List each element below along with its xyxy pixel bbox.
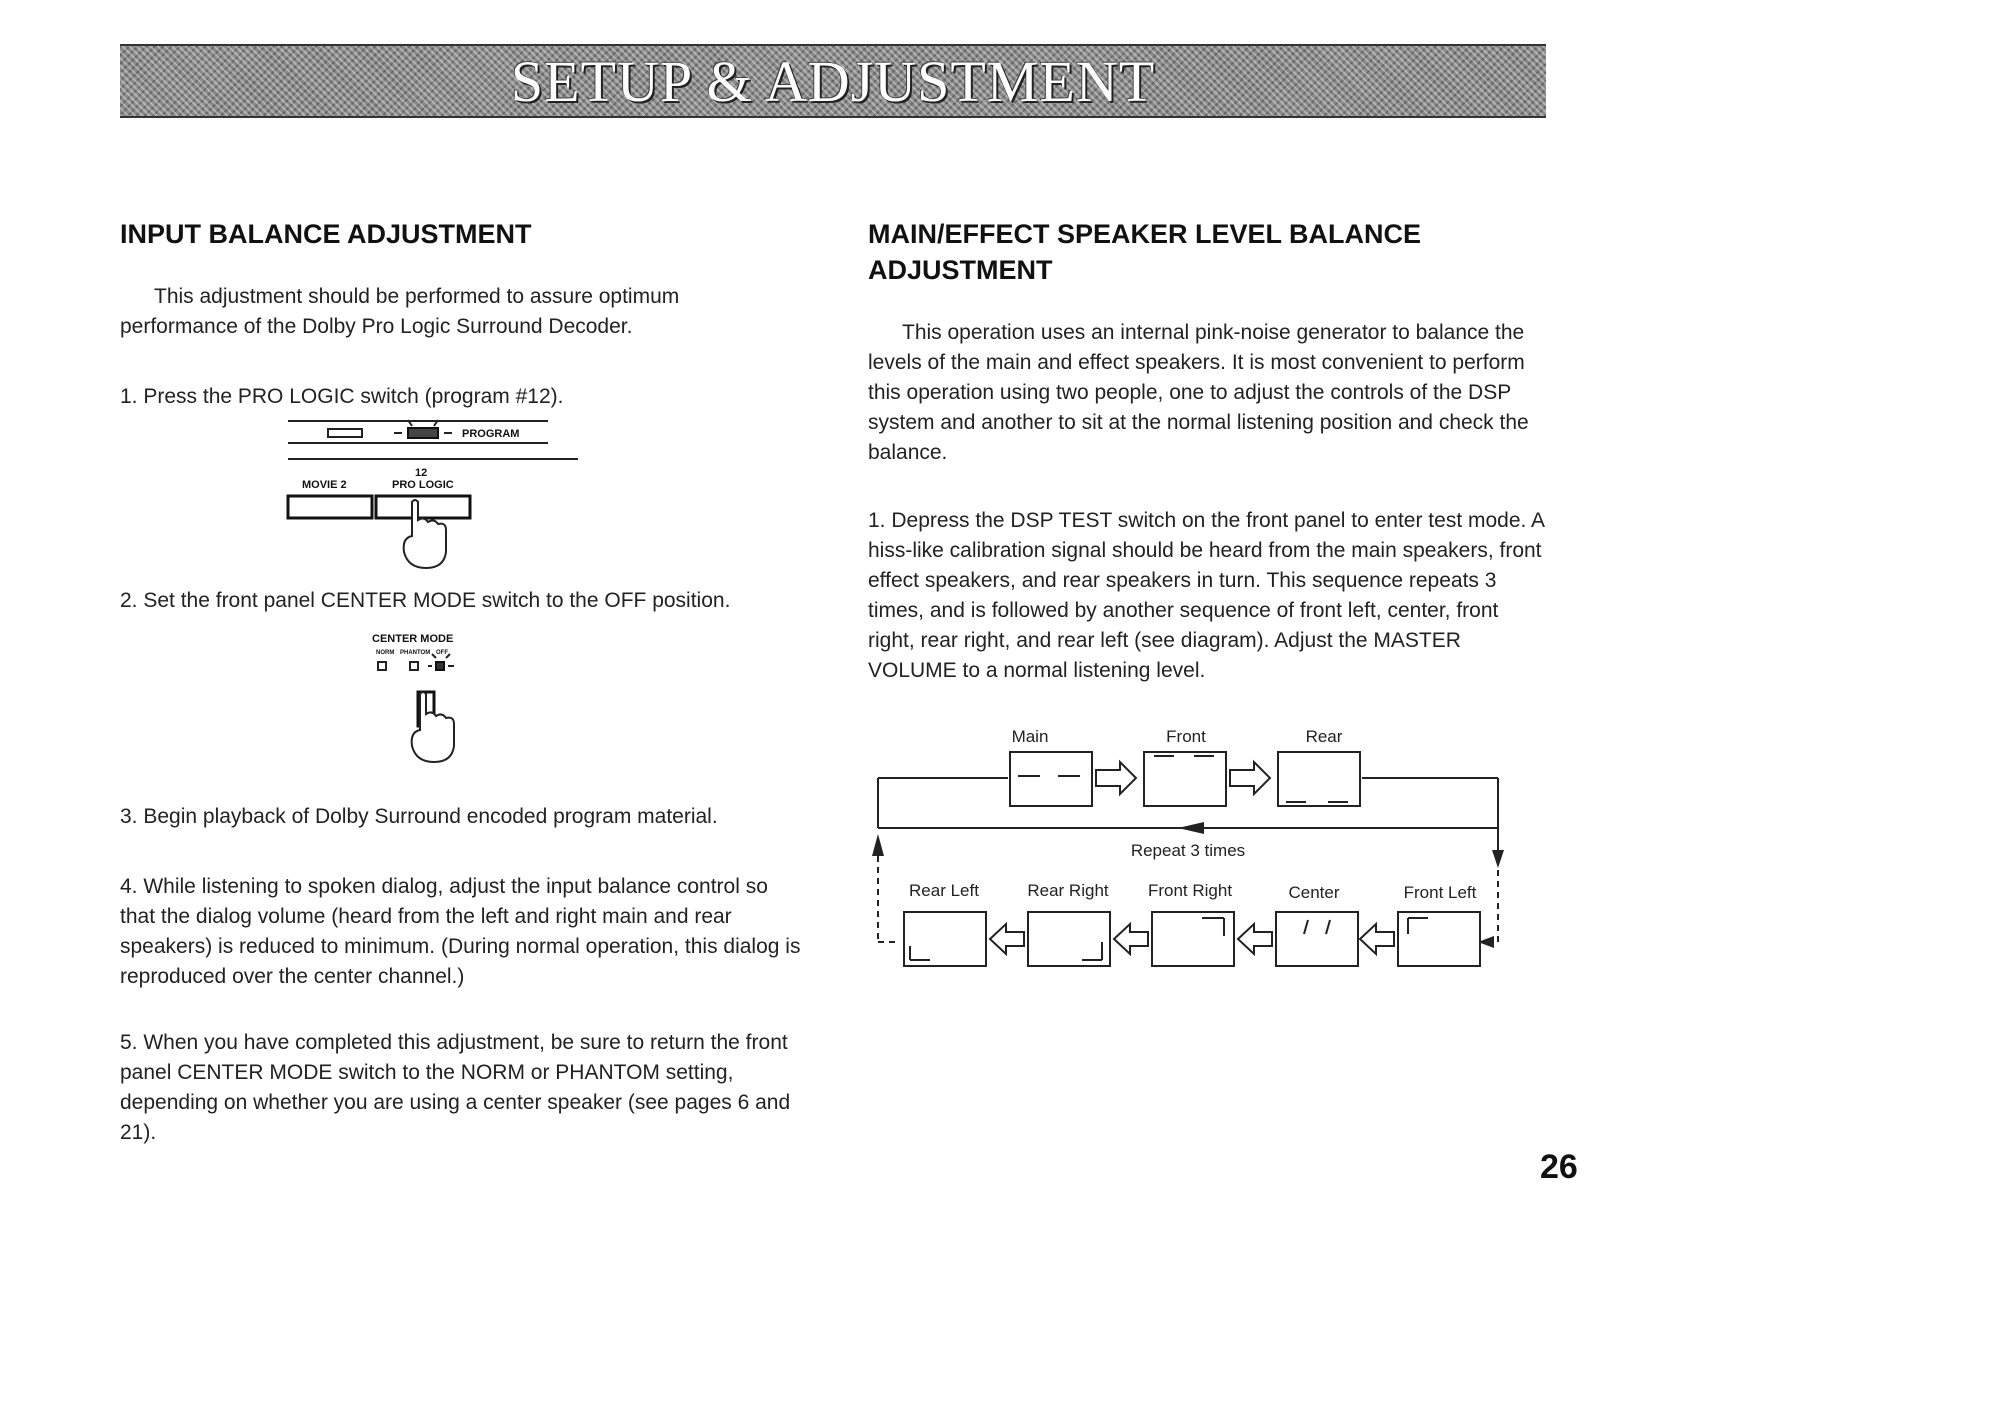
program-indicator-lit [408, 428, 438, 438]
front-left-display-box [1398, 912, 1480, 966]
main-display-box [1010, 752, 1092, 806]
arrow-right-icon [1096, 762, 1136, 794]
arrow-left-icon [1360, 924, 1394, 954]
pro-logic-switch-figure [284, 418, 584, 578]
input-balance-intro: This adjustment should be performed to assure optimum performance of the Dolby Pro Logic Surround Decoder. [120, 285, 680, 338]
rear-label: Rear [1305, 727, 1343, 746]
center-mode-title: CENTER MODE [372, 633, 454, 645]
arrow-left-icon [1114, 924, 1148, 954]
speaker-balance-intro: This operation uses an internal pink-noise generator to balance the levels of the main and effect speakers. It is most convenient to perform this operation using two people, one to adjust the controls of the DSP system and another to sit at the normal listening position and check the balance. [868, 321, 1529, 464]
speaker-sequence-diagram [868, 720, 1518, 980]
header-banner [120, 44, 1546, 118]
pro-logic-button [376, 496, 470, 518]
input-step-5: 5. When you have completed this adjustment, be sure to return the front panel CENTER MODE switch to the NORM or PHANTOM setting, depending on whether you are using a center speaker (see pages 6 and 21). [120, 1031, 791, 1144]
rear-left-label: Rear Left [909, 881, 979, 900]
arrow-left-icon [1178, 822, 1204, 834]
input-step-2: 2. Set the front panel CENTER MODE switch to the OFF position. [120, 589, 731, 612]
page-number: 26 [1540, 1148, 1578, 1186]
repeat-label: Repeat 3 times [1130, 841, 1246, 860]
front-label: Front [1166, 727, 1206, 746]
program-indicator-left [328, 429, 362, 437]
rear-right-display-box [1028, 912, 1110, 966]
arrow-up-icon [872, 834, 884, 856]
front-right-label: Front Right [1147, 881, 1233, 900]
input-step-3: 3. Begin playback of Dolby Surround encoded program material. [120, 805, 718, 828]
front-right-display-box [1152, 912, 1234, 966]
input-step-4: 4. While listening to spoken dialog, adjust the input balance control so that the dialog volume (heard from the left and right main and rear speakers) is reduced to minimum. (During normal operation, this dialog is reproduced over the center channel.) [120, 875, 801, 988]
off-indicator-lit [436, 662, 444, 670]
arrow-left-icon [1238, 924, 1272, 954]
prologic-label: PRO LOGIC [392, 479, 454, 491]
speaker-balance-heading: MAIN/EFFECT SPEAKER LEVEL BALANCE ADJUSTMENT [868, 219, 1422, 285]
program-number-label: 12 [415, 467, 428, 479]
norm-indicator [378, 662, 386, 670]
rear-display-box [1278, 752, 1360, 806]
front-left-label: Front Left [1403, 883, 1477, 902]
center-mode-switch-figure [370, 630, 500, 770]
arrow-right-icon [1230, 762, 1270, 794]
main-label: Main [1011, 727, 1049, 746]
phantom-indicator [410, 662, 418, 670]
arrow-down-icon [1492, 850, 1504, 868]
phantom-option-label: PHANTOM [400, 650, 431, 656]
off-option-label: OFF [436, 650, 448, 656]
movie2-button [288, 496, 372, 518]
center-label: Center [1288, 883, 1340, 902]
rear-left-display-box [904, 912, 986, 966]
center-display-box [1276, 912, 1358, 966]
input-step-1: 1. Press the PRO LOGIC switch (program #12). [120, 385, 564, 408]
front-display-box [1144, 752, 1226, 806]
arrow-left-icon [990, 924, 1024, 954]
norm-option-label: NORM [376, 650, 395, 656]
speaker-step-1: 1. Depress the DSP TEST switch on the front panel to enter test mode. A hiss-like calibration signal should be heard from the main speakers, front effect speakers, and rear speakers in turn. This sequence repeats 3 times, and is followed by another sequence of front left, center, front right, rear right, and rear left (see diagram). Adjust the MASTER VOLUME to a normal listening level. [868, 509, 1544, 682]
movie2-label: MOVIE 2 [302, 479, 347, 491]
banner-title: SETUP & ADJUSTMENT [510, 49, 1156, 114]
rear-right-label: Rear Right [1027, 881, 1109, 900]
program-label: PROGRAM [462, 428, 520, 440]
input-balance-heading: INPUT BALANCE ADJUSTMENT [120, 219, 532, 249]
